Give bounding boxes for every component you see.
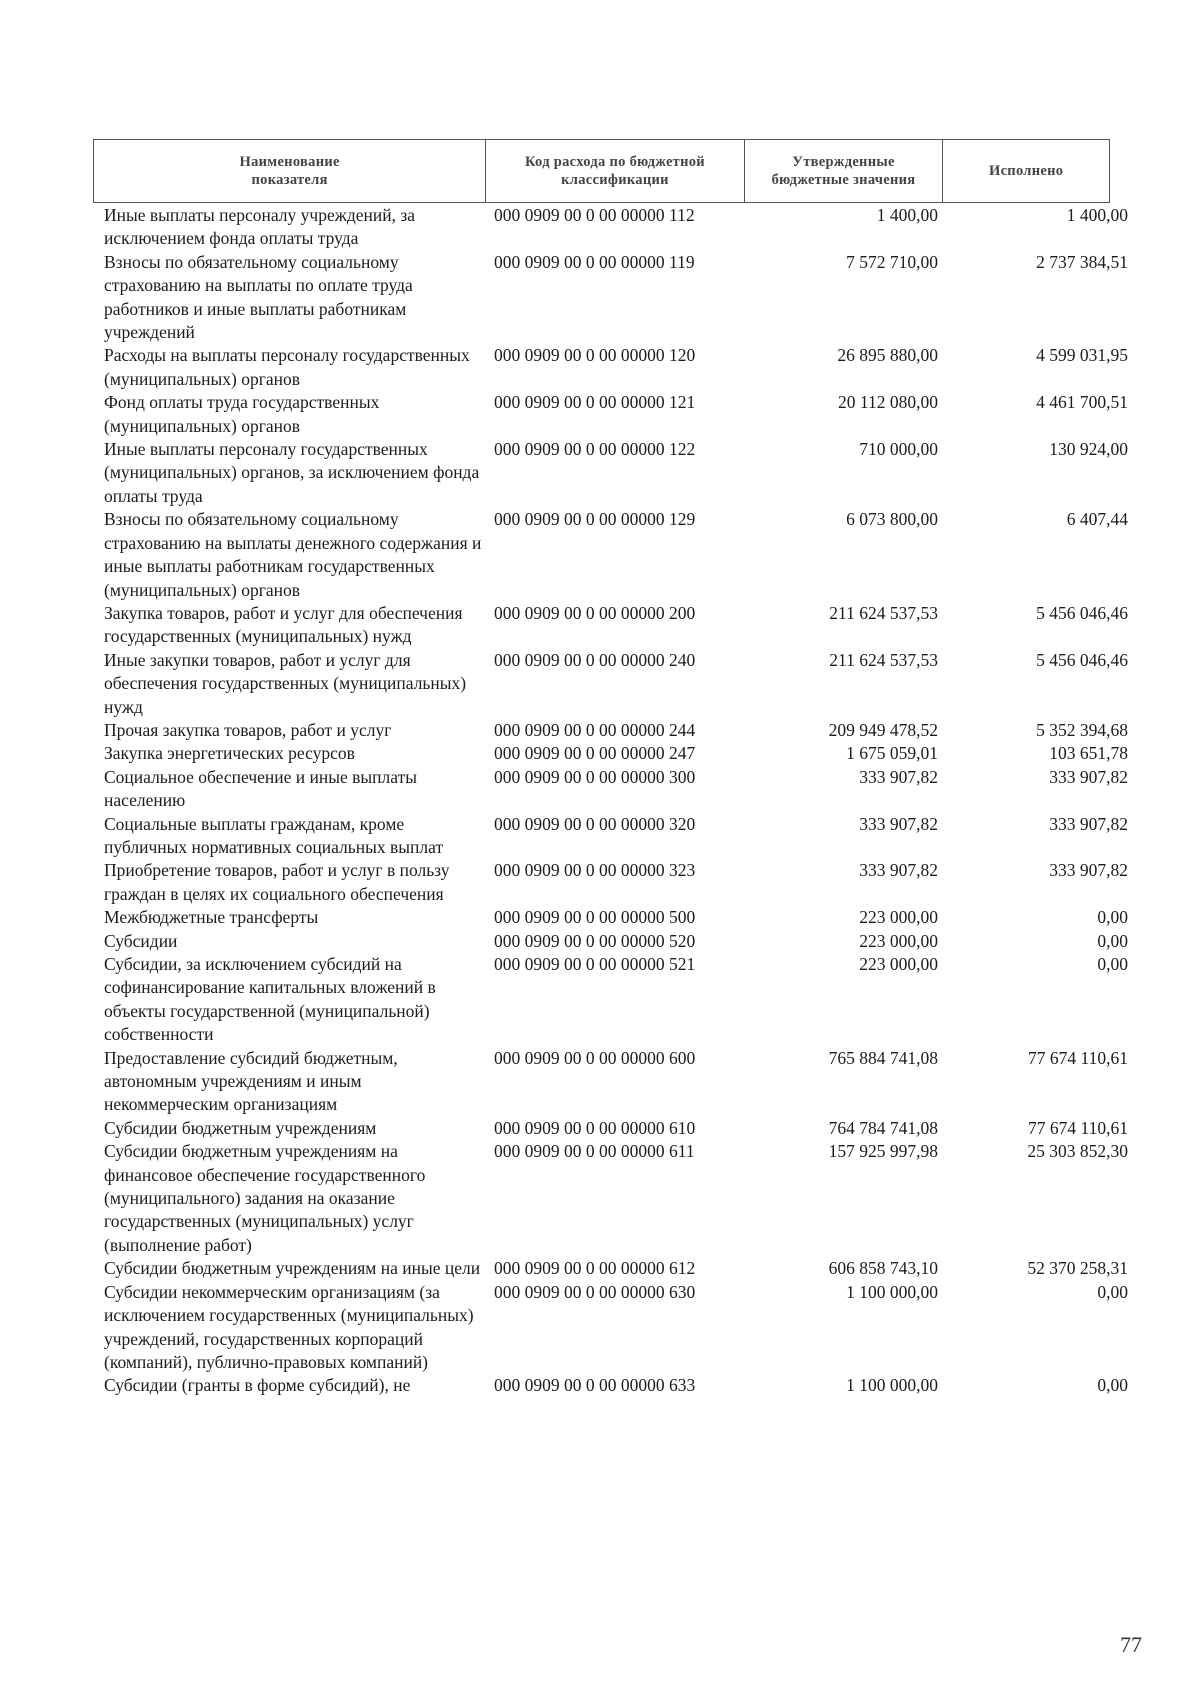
cell-approved: 211 624 537,53 [829, 649, 938, 670]
table-row [104, 766, 1134, 813]
cell-name: Субсидии, за исключением субсидий на софинансирование капитальных вложений в объекты государственной (муниципальной) собственности [104, 954, 436, 1045]
cell-approved: 223 000,00 [859, 954, 938, 974]
cell-code: 000 0909 00 0 00 00000 320 [494, 813, 696, 834]
cell-code: 000 0909 00 0 00 00000 630 [494, 1281, 696, 1302]
cell-executed: 103 651,78 [1049, 743, 1128, 764]
cell-name: Приобретение товаров, работ и услуг в пользу граждан в целях их социального обеспечения [104, 860, 450, 904]
table-row [104, 719, 1134, 742]
cell-code: 000 0909 00 0 00 00000 121 [494, 392, 696, 413]
cell-name: Субсидии бюджетным учреждениям [104, 1117, 377, 1138]
cell-approved: 333 907,82 [859, 766, 938, 787]
cell-approved: 20 112 080,00 [838, 392, 938, 413]
cell-executed: 77 674 110,61 [1028, 1047, 1128, 1068]
cell-name: Взносы по обязательному социальному страхованию на выплаты денежного содержания и иные выплаты работникам государственных (муниципальных) органов [104, 509, 482, 600]
cell-code: 000 0909 00 0 00 00000 500 [494, 907, 696, 928]
cell-name: Фонд оплаты труда государственных (муниципальных) органов [104, 392, 380, 436]
cell-name: Прочая закупка товаров, работ и услуг [104, 719, 392, 740]
cell-executed: 77 674 110,61 [1028, 1117, 1128, 1138]
cell-code: 000 0909 00 0 00 00000 120 [494, 345, 696, 366]
cell-executed: 1 400,00 [1066, 205, 1128, 225]
cell-executed: 130 924,00 [1049, 439, 1128, 460]
cell-approved: 6 073 800,00 [846, 509, 938, 530]
cell-executed: 333 907,82 [1049, 813, 1128, 834]
table-body [104, 204, 1134, 1398]
cell-name: Социальное обеспечение и иные выплаты населению [104, 766, 418, 811]
cell-executed: 52 370 258,31 [1027, 1258, 1128, 1279]
cell-executed: 5 456 046,46 [1036, 602, 1128, 623]
table-row [104, 344, 1134, 391]
cell-approved: 710 000,00 [859, 439, 938, 460]
cell-approved: 606 858 743,10 [828, 1258, 938, 1279]
cell-code: 000 0909 00 0 00 00000 610 [494, 1117, 696, 1138]
header-executed: Исполнено [988, 163, 1064, 179]
cell-executed: 4 599 031,95 [1036, 345, 1128, 366]
table-row [104, 813, 1134, 860]
cell-approved: 223 000,00 [859, 907, 938, 928]
cell-approved: 1 100 000,00 [846, 1375, 938, 1396]
cell-code: 000 0909 00 0 00 00000 240 [494, 649, 696, 670]
cell-code: 000 0909 00 0 00 00000 612 [494, 1258, 696, 1279]
table-row [104, 1140, 1134, 1257]
cell-approved: 209 949 478,52 [828, 719, 938, 740]
cell-name: Иные выплаты персоналу государственных (муниципальных) органов, за исключением фонда оплаты труда [104, 439, 480, 506]
cell-name: Субсидии бюджетным учреждениям на финансовое обеспечение государственного (муниципального) задания на оказание государственных (муниципальных) услуг (выполнение работ) [104, 1141, 426, 1255]
cell-executed: 0,00 [1097, 954, 1128, 974]
cell-executed: 2 737 384,51 [1036, 251, 1128, 272]
table-row [104, 649, 1134, 719]
cell-name: Иные выплаты персоналу учреждений, за исключением фонда оплаты труда [104, 205, 416, 249]
cell-code: 000 0909 00 0 00 00000 247 [494, 743, 696, 764]
cell-code: 000 0909 00 0 00 00000 129 [494, 509, 696, 530]
table-row [104, 1374, 1134, 1397]
cell-executed: 5 352 394,68 [1036, 719, 1128, 740]
cell-executed: 5 456 046,46 [1036, 649, 1128, 670]
cell-name: Социальные выплаты гражданам, кроме публичных нормативных социальных выплат [104, 813, 444, 857]
header-code: Код расхода по бюджетной классификации [486, 140, 744, 202]
cell-code: 000 0909 00 0 00 00000 521 [494, 954, 696, 974]
cell-name: Субсидии бюджетным учреждениям на иные цели [104, 1258, 481, 1279]
cell-name: Предоставление субсидий бюджетным, автономным учреждениям и иным некоммерческим организациям [104, 1047, 398, 1115]
cell-approved: 211 624 537,53 [829, 602, 938, 623]
table-row [104, 251, 1134, 345]
table-row [104, 906, 1134, 929]
cell-executed: 4 461 700,51 [1036, 392, 1128, 413]
cell-approved: 764 784 741,08 [828, 1117, 938, 1138]
cell-code: 000 0909 00 0 00 00000 119 [494, 251, 695, 272]
table-row [104, 391, 1134, 438]
cell-name: Расходы на выплаты персоналу государственных (муниципальных) органов [104, 345, 470, 389]
cell-executed: 0,00 [1097, 907, 1128, 928]
cell-code: 000 0909 00 0 00 00000 200 [494, 602, 696, 623]
table-row [104, 953, 1134, 1047]
cell-name: Иные закупки товаров, работ и услуг для обеспечения государственных (муниципальных) нужд [104, 649, 467, 717]
cell-code: 000 0909 00 0 00 00000 633 [494, 1375, 696, 1396]
cell-executed: 333 907,82 [1049, 766, 1128, 787]
cell-name: Взносы по обязательному социальному страхованию на выплаты по оплате труда работников и иные выплаты работникам учреждений [104, 251, 413, 343]
cell-name: Субсидии [104, 930, 178, 951]
cell-executed: 6 407,44 [1066, 509, 1128, 530]
cell-code: 000 0909 00 0 00 00000 300 [494, 766, 696, 787]
table-row [104, 602, 1134, 649]
table-row [104, 1257, 1134, 1280]
cell-name: Субсидии некоммерческим организациям (за исключением государственных (муниципальных) учреждений, государственных корпораций (компаний), публично-правовых компаний) [104, 1281, 474, 1372]
table-row [104, 1281, 1134, 1375]
cell-approved: 1 400,00 [876, 205, 938, 225]
cell-approved: 223 000,00 [859, 930, 938, 951]
cell-approved: 1 675 059,01 [846, 743, 938, 764]
cell-executed: 0,00 [1097, 930, 1128, 951]
table-row [104, 1047, 1134, 1117]
cell-executed: 333 907,82 [1049, 860, 1128, 881]
cell-approved: 157 925 997,98 [828, 1141, 938, 1162]
table-row [104, 930, 1134, 953]
header-approved: Утвержденные бюджетные значения [745, 140, 944, 202]
cell-approved: 7 572 710,00 [846, 251, 938, 272]
cell-code: 000 0909 00 0 00 00000 611 [494, 1141, 695, 1162]
cell-approved: 333 907,82 [859, 860, 938, 881]
cell-code: 000 0909 00 0 00 00000 122 [494, 439, 696, 460]
header-name: Наименование показателя [94, 140, 486, 202]
table-row [104, 742, 1134, 765]
table-row [104, 438, 1134, 508]
cell-approved: 765 884 741,08 [828, 1047, 938, 1068]
cell-executed: 0,00 [1097, 1375, 1128, 1396]
cell-name: Закупка товаров, работ и услуг для обеспечения государственных (муниципальных) нужд [104, 602, 463, 647]
cell-name: Закупка энергетических ресурсов [104, 743, 355, 764]
cell-executed: 0,00 [1097, 1281, 1128, 1302]
cell-approved: 333 907,82 [859, 813, 938, 834]
cell-approved: 26 895 880,00 [837, 345, 938, 366]
cell-code: 000 0909 00 0 00 00000 323 [494, 860, 696, 881]
cell-code: 000 0909 00 0 00 00000 244 [494, 719, 696, 740]
table-row [104, 859, 1134, 906]
cell-executed: 25 303 852,30 [1027, 1141, 1128, 1162]
table-header [93, 139, 1110, 203]
cell-code: 000 0909 00 0 00 00000 112 [494, 205, 695, 225]
cell-name: Субсидии (гранты в форме субсидий), не [104, 1375, 411, 1396]
cell-code: 000 0909 00 0 00 00000 520 [494, 930, 696, 951]
cell-name: Межбюджетные трансферты [104, 907, 319, 928]
table-row [104, 204, 1134, 251]
cell-code: 000 0909 00 0 00 00000 600 [494, 1047, 696, 1068]
table-row [104, 1117, 1134, 1140]
table-row [104, 508, 1134, 602]
page-number: 77 [1120, 1632, 1142, 1657]
cell-approved: 1 100 000,00 [846, 1281, 938, 1302]
